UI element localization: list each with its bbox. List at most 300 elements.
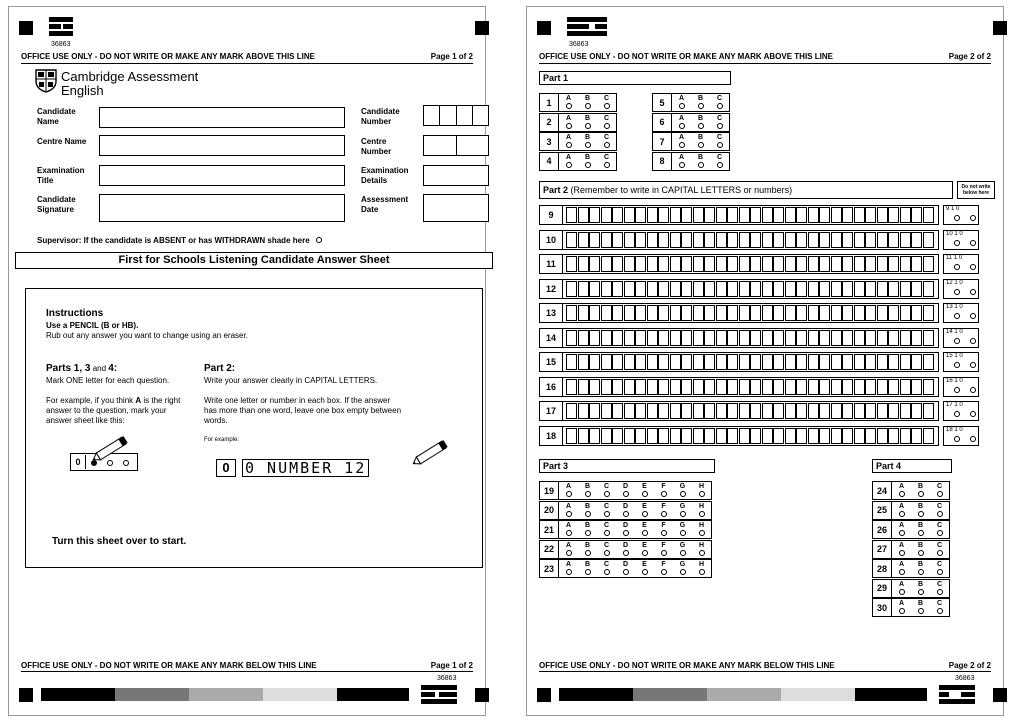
letter-box[interactable] (842, 305, 853, 321)
option-e[interactable] (635, 502, 654, 519)
letter-box[interactable] (819, 354, 830, 370)
letter-box[interactable] (658, 232, 669, 248)
letter-box[interactable] (647, 305, 658, 321)
letter-box[interactable] (566, 207, 577, 223)
answer-bubble[interactable] (717, 162, 723, 168)
letter-box[interactable] (785, 354, 796, 370)
option-b[interactable] (911, 560, 930, 577)
letter-box[interactable] (647, 354, 658, 370)
option-h[interactable] (692, 502, 711, 519)
letter-box[interactable] (762, 305, 773, 321)
letter-box[interactable] (658, 379, 669, 395)
letter-box[interactable] (624, 256, 635, 272)
answer-bubble[interactable] (937, 589, 943, 595)
letter-box[interactable] (624, 281, 635, 297)
letter-box[interactable] (704, 305, 715, 321)
letter-box[interactable] (704, 428, 715, 444)
letter-box[interactable] (900, 428, 911, 444)
letter-box[interactable] (785, 305, 796, 321)
letter-box[interactable] (566, 330, 577, 346)
letter-box[interactable] (681, 256, 692, 272)
letter-box[interactable] (612, 403, 623, 419)
option-g[interactable] (673, 541, 692, 558)
option-b[interactable] (911, 541, 930, 558)
letter-box[interactable] (635, 256, 646, 272)
letter-box[interactable] (612, 379, 623, 395)
letter-box[interactable] (865, 330, 876, 346)
letter-box[interactable] (566, 232, 577, 248)
letter-box[interactable] (785, 207, 796, 223)
answer-bubble[interactable] (717, 123, 723, 129)
letter-box[interactable] (612, 207, 623, 223)
answer-bubble[interactable] (566, 550, 572, 556)
letter-box[interactable] (693, 305, 704, 321)
letter-box[interactable] (877, 428, 888, 444)
letter-box[interactable] (911, 428, 922, 444)
letter-box[interactable] (704, 403, 715, 419)
letter-box[interactable] (796, 379, 807, 395)
letter-box[interactable] (739, 305, 750, 321)
absent-bubble[interactable] (316, 237, 322, 243)
letter-box[interactable] (693, 354, 704, 370)
answer-bubble[interactable] (937, 511, 943, 517)
letter-box[interactable] (589, 354, 600, 370)
letter-box[interactable] (612, 305, 623, 321)
letter-box[interactable] (589, 232, 600, 248)
letter-box[interactable] (670, 379, 681, 395)
option-c[interactable] (710, 114, 729, 131)
letter-box[interactable] (589, 305, 600, 321)
option-a[interactable] (892, 599, 911, 616)
option-f[interactable] (654, 560, 673, 577)
option-b[interactable] (911, 502, 930, 519)
letter-box[interactable] (647, 403, 658, 419)
letter-box[interactable] (911, 281, 922, 297)
letter-box[interactable] (785, 330, 796, 346)
letter-box[interactable] (750, 256, 761, 272)
letter-box[interactable] (854, 428, 865, 444)
letter-box[interactable] (578, 330, 589, 346)
answer-bubble[interactable] (679, 103, 685, 109)
letter-box[interactable] (658, 281, 669, 297)
letter-box[interactable] (796, 330, 807, 346)
letter-box[interactable] (854, 232, 865, 248)
option-a[interactable] (559, 133, 578, 150)
letter-box[interactable] (601, 354, 612, 370)
answer-bubble[interactable] (698, 162, 704, 168)
option-c[interactable] (930, 541, 949, 558)
letter-box[interactable] (888, 281, 899, 297)
answer-bubble[interactable] (918, 530, 924, 536)
letter-box[interactable] (716, 232, 727, 248)
letter-box[interactable] (635, 330, 646, 346)
letter-box[interactable] (612, 281, 623, 297)
option-b[interactable] (691, 94, 710, 111)
letter-box[interactable] (877, 403, 888, 419)
letter-box[interactable] (739, 256, 750, 272)
letter-box[interactable] (900, 403, 911, 419)
letter-box[interactable] (739, 232, 750, 248)
option-a[interactable] (672, 114, 691, 131)
option-a[interactable] (892, 541, 911, 558)
letter-box[interactable] (831, 232, 842, 248)
letter-box[interactable] (865, 428, 876, 444)
answer-bubble[interactable] (899, 530, 905, 536)
letter-box[interactable] (762, 330, 773, 346)
answer-bubble[interactable] (642, 491, 648, 497)
answer-bubble[interactable] (604, 569, 610, 575)
letter-box[interactable] (762, 256, 773, 272)
letter-box[interactable] (739, 207, 750, 223)
letter-box[interactable] (842, 403, 853, 419)
letter-box[interactable] (739, 403, 750, 419)
letter-box[interactable] (877, 207, 888, 223)
letter-box[interactable] (819, 207, 830, 223)
letter-box[interactable] (888, 207, 899, 223)
letter-box[interactable] (865, 354, 876, 370)
answer-bubble[interactable] (661, 530, 667, 536)
letter-box[interactable] (589, 256, 600, 272)
letter-box[interactable] (578, 403, 589, 419)
answer-bubble[interactable] (918, 608, 924, 614)
answer-bubble[interactable] (604, 491, 610, 497)
letter-box[interactable] (612, 354, 623, 370)
answer-bubble[interactable] (642, 569, 648, 575)
letter-box[interactable] (624, 232, 635, 248)
letter-box[interactable] (900, 305, 911, 321)
letter-box[interactable] (923, 330, 934, 346)
letter-box[interactable] (819, 330, 830, 346)
option-a[interactable] (559, 114, 578, 131)
option-a[interactable] (892, 502, 911, 519)
option-a[interactable] (672, 153, 691, 170)
exam-title-field[interactable] (99, 165, 345, 186)
answer-bubble[interactable] (585, 162, 591, 168)
option-b[interactable] (578, 94, 597, 111)
letter-box[interactable] (750, 281, 761, 297)
letter-box[interactable] (831, 281, 842, 297)
letter-box[interactable] (923, 354, 934, 370)
letter-box[interactable] (612, 232, 623, 248)
letter-box[interactable] (601, 281, 612, 297)
letter-box[interactable] (808, 379, 819, 395)
option-c[interactable] (597, 114, 616, 131)
option-c[interactable] (597, 541, 616, 558)
letter-box[interactable] (681, 330, 692, 346)
letter-box[interactable] (911, 232, 922, 248)
letter-box[interactable] (877, 354, 888, 370)
option-e[interactable] (635, 482, 654, 499)
answer-bubble[interactable] (899, 511, 905, 517)
letter-box[interactable] (704, 330, 715, 346)
letter-box[interactable] (727, 403, 738, 419)
answer-bubble[interactable] (899, 589, 905, 595)
answer-bubble[interactable] (699, 491, 705, 497)
letter-box[interactable] (566, 403, 577, 419)
option-f[interactable] (654, 541, 673, 558)
letter-box[interactable] (601, 305, 612, 321)
option-c[interactable] (930, 599, 949, 616)
answer-bubble[interactable] (899, 608, 905, 614)
letter-box[interactable] (796, 354, 807, 370)
letter-box[interactable] (865, 256, 876, 272)
answer-bubble[interactable] (642, 511, 648, 517)
option-c[interactable] (597, 133, 616, 150)
letter-box[interactable] (647, 428, 658, 444)
letter-box[interactable] (842, 354, 853, 370)
letter-box[interactable] (589, 281, 600, 297)
letter-box[interactable] (693, 330, 704, 346)
letter-box[interactable] (739, 281, 750, 297)
letter-box[interactable] (647, 330, 658, 346)
letter-box[interactable] (831, 403, 842, 419)
letter-box[interactable] (716, 207, 727, 223)
letter-box[interactable] (785, 403, 796, 419)
letter-box[interactable] (624, 354, 635, 370)
letter-box[interactable] (831, 305, 842, 321)
option-b[interactable] (578, 521, 597, 538)
letter-box[interactable] (819, 403, 830, 419)
letter-box[interactable] (773, 305, 784, 321)
letter-box[interactable] (670, 281, 681, 297)
answer-bubble[interactable] (698, 103, 704, 109)
answer-bubble[interactable] (566, 569, 572, 575)
option-g[interactable] (673, 560, 692, 577)
option-c[interactable] (710, 133, 729, 150)
answer-bubble[interactable] (623, 530, 629, 536)
letter-box[interactable] (785, 281, 796, 297)
candidate-signature-field[interactable] (99, 194, 345, 222)
answer-bubble[interactable] (566, 530, 572, 536)
option-a[interactable] (559, 502, 578, 519)
letter-box[interactable] (900, 330, 911, 346)
answer-bubble[interactable] (699, 530, 705, 536)
letter-box[interactable] (888, 428, 899, 444)
letter-box[interactable] (578, 207, 589, 223)
letter-box[interactable] (658, 403, 669, 419)
option-d[interactable] (616, 502, 635, 519)
letter-box[interactable] (750, 403, 761, 419)
letter-box[interactable] (900, 232, 911, 248)
letter-box[interactable] (566, 354, 577, 370)
letter-box[interactable] (911, 256, 922, 272)
letter-box[interactable] (578, 232, 589, 248)
letter-box[interactable] (900, 354, 911, 370)
letter-box[interactable] (923, 379, 934, 395)
letter-box[interactable] (578, 281, 589, 297)
letter-box[interactable] (865, 207, 876, 223)
letter-box[interactable] (808, 428, 819, 444)
letter-box[interactable] (796, 256, 807, 272)
letter-box[interactable] (716, 428, 727, 444)
letter-box[interactable] (601, 232, 612, 248)
option-a[interactable] (559, 94, 578, 111)
letter-box[interactable] (635, 305, 646, 321)
letter-box[interactable] (808, 305, 819, 321)
option-c[interactable] (597, 521, 616, 538)
letter-box[interactable] (578, 379, 589, 395)
letter-box[interactable] (808, 207, 819, 223)
option-a[interactable] (892, 580, 911, 597)
letter-box[interactable] (716, 281, 727, 297)
letter-box[interactable] (888, 379, 899, 395)
answer-bubble[interactable] (604, 550, 610, 556)
letter-box[interactable] (762, 428, 773, 444)
option-c[interactable] (710, 153, 729, 170)
letter-box[interactable] (601, 256, 612, 272)
letter-box[interactable] (923, 256, 934, 272)
exam-details-field[interactable] (423, 165, 489, 186)
answer-bubble[interactable] (585, 103, 591, 109)
answer-bubble[interactable] (585, 511, 591, 517)
letter-box[interactable] (750, 379, 761, 395)
letter-box[interactable] (923, 403, 934, 419)
option-h[interactable] (692, 560, 711, 577)
letter-box[interactable] (923, 207, 934, 223)
option-c[interactable] (597, 560, 616, 577)
letter-box[interactable] (750, 428, 761, 444)
option-a[interactable] (892, 521, 911, 538)
letter-box[interactable] (819, 281, 830, 297)
letter-box[interactable] (704, 207, 715, 223)
letter-box[interactable] (900, 281, 911, 297)
letter-box[interactable] (681, 428, 692, 444)
option-b[interactable] (578, 541, 597, 558)
answer-bubble[interactable] (566, 123, 572, 129)
letter-box[interactable] (842, 428, 853, 444)
letter-box[interactable] (796, 403, 807, 419)
option-a[interactable] (892, 560, 911, 577)
letter-box[interactable] (865, 281, 876, 297)
answer-bubble[interactable] (680, 569, 686, 575)
letter-box[interactable] (658, 428, 669, 444)
answer-bubble[interactable] (585, 142, 591, 148)
centre-number-field[interactable] (423, 135, 489, 156)
letter-box[interactable] (716, 379, 727, 395)
letter-box[interactable] (727, 428, 738, 444)
letter-box[interactable] (693, 256, 704, 272)
option-e[interactable] (635, 541, 654, 558)
candidate-name-field[interactable] (99, 107, 345, 128)
option-a[interactable] (892, 482, 911, 499)
letter-box[interactable] (658, 256, 669, 272)
letter-box[interactable] (647, 281, 658, 297)
answer-bubble[interactable] (699, 511, 705, 517)
letter-box[interactable] (681, 281, 692, 297)
letter-box[interactable] (727, 207, 738, 223)
letter-box[interactable] (635, 207, 646, 223)
letter-box[interactable] (923, 281, 934, 297)
answer-bubble[interactable] (717, 142, 723, 148)
answer-bubble[interactable] (698, 142, 704, 148)
letter-box[interactable] (670, 403, 681, 419)
option-b[interactable] (578, 114, 597, 131)
answer-bubble[interactable] (604, 511, 610, 517)
letter-box[interactable] (624, 330, 635, 346)
option-g[interactable] (673, 502, 692, 519)
letter-box[interactable] (762, 354, 773, 370)
answer-bubble[interactable] (679, 162, 685, 168)
letter-box[interactable] (635, 232, 646, 248)
option-c[interactable] (597, 502, 616, 519)
answer-bubble[interactable] (585, 530, 591, 536)
letter-box[interactable] (796, 305, 807, 321)
answer-bubble[interactable] (623, 550, 629, 556)
letter-box[interactable] (693, 232, 704, 248)
letter-box[interactable] (831, 207, 842, 223)
option-b[interactable] (691, 133, 710, 150)
letter-box[interactable] (704, 379, 715, 395)
letter-box[interactable] (865, 379, 876, 395)
letter-box[interactable] (877, 305, 888, 321)
letter-box[interactable] (670, 354, 681, 370)
answer-bubble[interactable] (918, 550, 924, 556)
letter-box[interactable] (681, 403, 692, 419)
option-b[interactable] (578, 133, 597, 150)
letter-box[interactable] (923, 428, 934, 444)
letter-box[interactable] (888, 354, 899, 370)
letter-box[interactable] (842, 379, 853, 395)
letter-box[interactable] (647, 379, 658, 395)
option-b[interactable] (578, 560, 597, 577)
answer-bubble[interactable] (661, 511, 667, 517)
letter-box[interactable] (831, 256, 842, 272)
letter-box[interactable] (601, 379, 612, 395)
answer-bubble[interactable] (679, 123, 685, 129)
answer-bubble[interactable] (680, 550, 686, 556)
option-c[interactable] (597, 94, 616, 111)
letter-box[interactable] (750, 232, 761, 248)
letter-box[interactable] (693, 379, 704, 395)
letter-box[interactable] (819, 379, 830, 395)
answer-bubble[interactable] (585, 123, 591, 129)
answer-bubble[interactable] (717, 103, 723, 109)
letter-box[interactable] (854, 403, 865, 419)
letter-box[interactable] (658, 354, 669, 370)
answer-bubble[interactable] (661, 569, 667, 575)
letter-box[interactable] (854, 305, 865, 321)
option-d[interactable] (616, 541, 635, 558)
letter-box[interactable] (681, 305, 692, 321)
letter-box[interactable] (865, 232, 876, 248)
option-b[interactable] (911, 482, 930, 499)
letter-box[interactable] (854, 207, 865, 223)
letter-box[interactable] (819, 305, 830, 321)
letter-box[interactable] (877, 281, 888, 297)
answer-bubble[interactable] (623, 491, 629, 497)
letter-box[interactable] (877, 379, 888, 395)
option-c[interactable] (930, 560, 949, 577)
letter-box[interactable] (716, 305, 727, 321)
option-b[interactable] (578, 153, 597, 170)
option-a[interactable] (672, 133, 691, 150)
option-d[interactable] (616, 560, 635, 577)
letter-box[interactable] (854, 256, 865, 272)
letter-box[interactable] (762, 207, 773, 223)
letter-box[interactable] (865, 305, 876, 321)
letter-box[interactable] (819, 428, 830, 444)
letter-box[interactable] (739, 379, 750, 395)
option-c[interactable] (930, 580, 949, 597)
option-c[interactable] (597, 482, 616, 499)
letter-box[interactable] (647, 232, 658, 248)
answer-bubble[interactable] (937, 491, 943, 497)
option-a[interactable] (559, 560, 578, 577)
answer-bubble[interactable] (661, 550, 667, 556)
letter-box[interactable] (911, 207, 922, 223)
letter-box[interactable] (773, 256, 784, 272)
letter-box[interactable] (900, 256, 911, 272)
